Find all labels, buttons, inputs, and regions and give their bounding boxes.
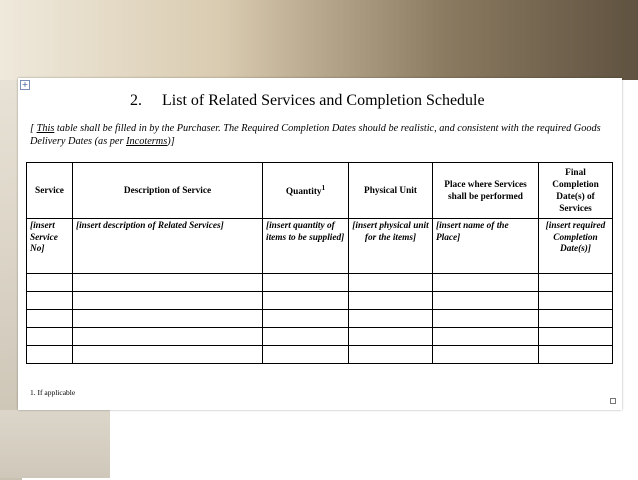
section-title: List of Related Services and Completion Schedule — [162, 92, 485, 109]
empty-cell[interactable] — [73, 292, 263, 310]
instruction-body: table shall be filled in by the Purchaser. The Required Completion Dates should be realistic, and consistent with the required Goods Delivery Dates (as per — [30, 123, 601, 147]
empty-cell[interactable] — [73, 310, 263, 328]
instruction-close: )] — [167, 136, 175, 147]
cell-service-no[interactable]: [insert Service No] — [27, 219, 73, 274]
table-row — [27, 219, 613, 274]
header-quantity-label: Quantity — [285, 187, 322, 198]
empty-cell[interactable] — [433, 346, 539, 364]
empty-cell[interactable] — [539, 346, 613, 364]
header-service: Service — [27, 163, 73, 219]
cell-quantity[interactable]: [insert quantity of items to be supplied] — [263, 219, 349, 274]
table-row — [27, 310, 613, 328]
instruction-open-bracket: [ — [30, 123, 37, 134]
instruction-incoterms: Incoterms — [126, 136, 168, 147]
cell-place[interactable]: [insert name of the Place] — [433, 219, 539, 274]
empty-cell[interactable] — [539, 292, 613, 310]
table-move-handle-icon[interactable]: + — [21, 80, 29, 89]
empty-cell[interactable] — [349, 274, 433, 292]
empty-cell[interactable] — [349, 346, 433, 364]
instruction-text — [30, 122, 620, 148]
empty-cell[interactable] — [73, 274, 263, 292]
section-number: 2. — [130, 92, 142, 109]
header-completion-date: Final Completion Date(s) of Services — [539, 163, 613, 219]
background-photo-top — [0, 0, 638, 80]
empty-cell[interactable] — [539, 310, 613, 328]
empty-cell[interactable] — [27, 274, 73, 292]
empty-cell[interactable] — [263, 292, 349, 310]
footnote: 1. If applicable — [30, 388, 76, 397]
section-heading — [130, 92, 485, 110]
empty-cell[interactable] — [433, 292, 539, 310]
empty-cell[interactable] — [263, 346, 349, 364]
header-place: Place where Services shall be performed — [433, 163, 539, 219]
table-row — [27, 292, 613, 310]
empty-cell[interactable] — [433, 274, 539, 292]
empty-cell[interactable] — [27, 292, 73, 310]
instruction-this: This — [36, 123, 55, 134]
empty-cell[interactable] — [73, 328, 263, 346]
cell-physical-unit[interactable]: [insert physical unit for the items] — [349, 219, 433, 274]
empty-cell[interactable] — [433, 310, 539, 328]
table-row — [27, 346, 613, 364]
empty-cell[interactable] — [263, 274, 349, 292]
empty-cell[interactable] — [349, 292, 433, 310]
end-of-cell-marker — [610, 398, 616, 404]
header-physical-unit: Physical Unit — [349, 163, 433, 219]
background-photo-bottom — [0, 410, 110, 478]
quantity-footnote-mark: 1 — [321, 184, 326, 193]
header-quantity — [263, 163, 349, 219]
services-schedule-table — [26, 162, 613, 364]
empty-cell[interactable] — [27, 328, 73, 346]
empty-cell[interactable] — [263, 328, 349, 346]
table-header-row — [27, 163, 613, 219]
table-row — [27, 328, 613, 346]
empty-cell[interactable] — [539, 274, 613, 292]
cell-description[interactable]: [insert description of Related Services] — [73, 219, 263, 274]
empty-cell[interactable] — [433, 328, 539, 346]
header-description: Description of Service — [73, 163, 263, 219]
empty-cell[interactable] — [349, 328, 433, 346]
table-row — [27, 274, 613, 292]
empty-cell[interactable] — [349, 310, 433, 328]
empty-cell[interactable] — [73, 346, 263, 364]
cell-completion-date[interactable]: [insert required Completion Date(s)] — [539, 219, 613, 274]
empty-cell[interactable] — [263, 310, 349, 328]
document-page — [18, 78, 622, 410]
empty-cell[interactable] — [27, 310, 73, 328]
empty-cell[interactable] — [539, 328, 613, 346]
empty-cell[interactable] — [27, 346, 73, 364]
